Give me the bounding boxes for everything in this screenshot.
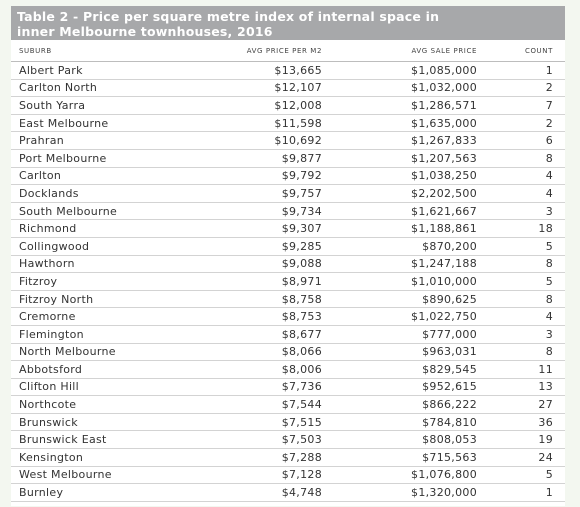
suburb-cell: Docklands bbox=[11, 185, 176, 203]
table-title-line-2: inner Melbourne townhouses, 2016 bbox=[17, 24, 273, 39]
count-cell: 4 bbox=[483, 308, 565, 326]
table-title bbox=[11, 6, 565, 40]
column-header-avg-price-m2: AVG PRICE PER M2 bbox=[176, 40, 328, 62]
count-cell: 27 bbox=[483, 396, 565, 414]
table-row bbox=[11, 449, 565, 467]
avg-price-m2-cell: $9,792 bbox=[176, 167, 328, 185]
suburb-cell: Northcote bbox=[11, 396, 176, 414]
count-cell: 1 bbox=[483, 484, 565, 502]
avg-sale-price-cell: $952,615 bbox=[328, 378, 483, 396]
count-cell: 5 bbox=[483, 466, 565, 484]
avg-sale-price-cell: $1,621,667 bbox=[328, 202, 483, 220]
table-row bbox=[11, 290, 565, 308]
table-row bbox=[11, 97, 565, 115]
avg-price-m2-cell: $7,515 bbox=[176, 413, 328, 431]
table-row bbox=[11, 378, 565, 396]
suburb-cell: East Melbourne bbox=[11, 114, 176, 132]
suburb-cell: Brunswick East bbox=[11, 431, 176, 449]
table-row bbox=[11, 202, 565, 220]
table-row bbox=[11, 431, 565, 449]
suburb-cell: Kensington bbox=[11, 449, 176, 467]
table-row bbox=[11, 413, 565, 431]
avg-price-m2-cell: $9,285 bbox=[176, 237, 328, 255]
avg-price-m2-cell: $8,066 bbox=[176, 343, 328, 361]
column-header-avg-sale-price: AVG SALE PRICE bbox=[328, 40, 483, 62]
count-cell: 8 bbox=[483, 255, 565, 273]
avg-sale-price-cell: $890,625 bbox=[328, 290, 483, 308]
table-row bbox=[11, 255, 565, 273]
avg-price-m2-cell: $12,008 bbox=[176, 97, 328, 115]
avg-price-m2-cell: $7,503 bbox=[176, 431, 328, 449]
avg-sale-price-cell: $1,022,750 bbox=[328, 308, 483, 326]
table-row bbox=[11, 237, 565, 255]
table-row bbox=[11, 466, 565, 484]
count-cell: 1 bbox=[483, 62, 565, 80]
suburb-cell: Richmond bbox=[11, 220, 176, 238]
avg-price-m2-cell: $7,544 bbox=[176, 396, 328, 414]
suburb-cell: Brunswick bbox=[11, 413, 176, 431]
avg-sale-price-cell: $870,200 bbox=[328, 237, 483, 255]
count-cell: 11 bbox=[483, 361, 565, 379]
suburb-cell: Clifton Hill bbox=[11, 378, 176, 396]
price-index-table bbox=[11, 40, 565, 502]
avg-sale-price-cell: $2,202,500 bbox=[328, 185, 483, 203]
avg-sale-price-cell: $1,247,188 bbox=[328, 255, 483, 273]
table-row bbox=[11, 273, 565, 291]
avg-sale-price-cell: $1,188,861 bbox=[328, 220, 483, 238]
table-row bbox=[11, 79, 565, 97]
suburb-cell: Carlton bbox=[11, 167, 176, 185]
suburb-cell: Fitzroy North bbox=[11, 290, 176, 308]
count-cell: 2 bbox=[483, 114, 565, 132]
count-cell: 6 bbox=[483, 132, 565, 150]
table-title-line-1: Table 2 - Price per square metre index of internal space in bbox=[17, 9, 440, 24]
count-cell: 8 bbox=[483, 290, 565, 308]
column-header-suburb: SUBURB bbox=[11, 40, 176, 62]
table-row bbox=[11, 149, 565, 167]
table-row bbox=[11, 167, 565, 185]
avg-sale-price-cell: $1,076,800 bbox=[328, 466, 483, 484]
avg-price-m2-cell: $7,288 bbox=[176, 449, 328, 467]
avg-price-m2-cell: $4,748 bbox=[176, 484, 328, 502]
avg-sale-price-cell: $1,207,563 bbox=[328, 149, 483, 167]
table-row bbox=[11, 185, 565, 203]
avg-sale-price-cell: $715,563 bbox=[328, 449, 483, 467]
avg-sale-price-cell: $1,038,250 bbox=[328, 167, 483, 185]
column-header-count: COUNT bbox=[483, 40, 565, 62]
count-cell: 4 bbox=[483, 167, 565, 185]
suburb-cell: Prahran bbox=[11, 132, 176, 150]
table-row bbox=[11, 396, 565, 414]
table-row bbox=[11, 132, 565, 150]
avg-price-m2-cell: $12,107 bbox=[176, 79, 328, 97]
count-cell: 5 bbox=[483, 237, 565, 255]
avg-price-m2-cell: $7,128 bbox=[176, 466, 328, 484]
avg-price-m2-cell: $7,736 bbox=[176, 378, 328, 396]
count-cell: 5 bbox=[483, 273, 565, 291]
avg-price-m2-cell: $8,971 bbox=[176, 273, 328, 291]
avg-sale-price-cell: $1,267,833 bbox=[328, 132, 483, 150]
avg-price-m2-cell: $8,677 bbox=[176, 325, 328, 343]
suburb-cell: Abbotsford bbox=[11, 361, 176, 379]
table-body bbox=[11, 62, 565, 502]
avg-price-m2-cell: $9,307 bbox=[176, 220, 328, 238]
avg-sale-price-cell: $829,545 bbox=[328, 361, 483, 379]
suburb-cell: Collingwood bbox=[11, 237, 176, 255]
table-row bbox=[11, 343, 565, 361]
table-row bbox=[11, 325, 565, 343]
suburb-cell: South Melbourne bbox=[11, 202, 176, 220]
suburb-cell: Albert Park bbox=[11, 62, 176, 80]
table-row bbox=[11, 220, 565, 238]
avg-sale-price-cell: $1,286,571 bbox=[328, 97, 483, 115]
table-row bbox=[11, 361, 565, 379]
count-cell: 7 bbox=[483, 97, 565, 115]
avg-sale-price-cell: $1,635,000 bbox=[328, 114, 483, 132]
avg-price-m2-cell: $8,753 bbox=[176, 308, 328, 326]
avg-sale-price-cell: $808,053 bbox=[328, 431, 483, 449]
avg-price-m2-cell: $9,734 bbox=[176, 202, 328, 220]
suburb-cell: Hawthorn bbox=[11, 255, 176, 273]
avg-price-m2-cell: $11,598 bbox=[176, 114, 328, 132]
table-row bbox=[11, 114, 565, 132]
avg-sale-price-cell: $1,320,000 bbox=[328, 484, 483, 502]
count-cell: 18 bbox=[483, 220, 565, 238]
count-cell: 13 bbox=[483, 378, 565, 396]
count-cell: 3 bbox=[483, 202, 565, 220]
avg-sale-price-cell: $777,000 bbox=[328, 325, 483, 343]
table-sheet bbox=[11, 40, 565, 506]
table-row bbox=[11, 484, 565, 502]
avg-sale-price-cell: $1,010,000 bbox=[328, 273, 483, 291]
suburb-cell: West Melbourne bbox=[11, 466, 176, 484]
table-row bbox=[11, 62, 565, 80]
suburb-cell: Port Melbourne bbox=[11, 149, 176, 167]
suburb-cell: Fitzroy bbox=[11, 273, 176, 291]
avg-price-m2-cell: $9,088 bbox=[176, 255, 328, 273]
avg-sale-price-cell: $1,032,000 bbox=[328, 79, 483, 97]
avg-sale-price-cell: $784,810 bbox=[328, 413, 483, 431]
avg-price-m2-cell: $9,877 bbox=[176, 149, 328, 167]
suburb-cell: Burnley bbox=[11, 484, 176, 502]
avg-sale-price-cell: $1,085,000 bbox=[328, 62, 483, 80]
avg-sale-price-cell: $963,031 bbox=[328, 343, 483, 361]
count-cell: 8 bbox=[483, 149, 565, 167]
avg-price-m2-cell: $9,757 bbox=[176, 185, 328, 203]
count-cell: 36 bbox=[483, 413, 565, 431]
suburb-cell: Carlton North bbox=[11, 79, 176, 97]
avg-price-m2-cell: $10,692 bbox=[176, 132, 328, 150]
avg-price-m2-cell: $8,758 bbox=[176, 290, 328, 308]
avg-price-m2-cell: $13,665 bbox=[176, 62, 328, 80]
count-cell: 19 bbox=[483, 431, 565, 449]
count-cell: 8 bbox=[483, 343, 565, 361]
count-cell: 4 bbox=[483, 185, 565, 203]
count-cell: 2 bbox=[483, 79, 565, 97]
suburb-cell: Cremorne bbox=[11, 308, 176, 326]
suburb-cell: North Melbourne bbox=[11, 343, 176, 361]
header-row bbox=[11, 40, 565, 62]
avg-price-m2-cell: $8,006 bbox=[176, 361, 328, 379]
avg-sale-price-cell: $866,222 bbox=[328, 396, 483, 414]
suburb-cell: South Yarra bbox=[11, 97, 176, 115]
count-cell: 3 bbox=[483, 325, 565, 343]
count-cell: 24 bbox=[483, 449, 565, 467]
suburb-cell: Flemington bbox=[11, 325, 176, 343]
table-row bbox=[11, 308, 565, 326]
